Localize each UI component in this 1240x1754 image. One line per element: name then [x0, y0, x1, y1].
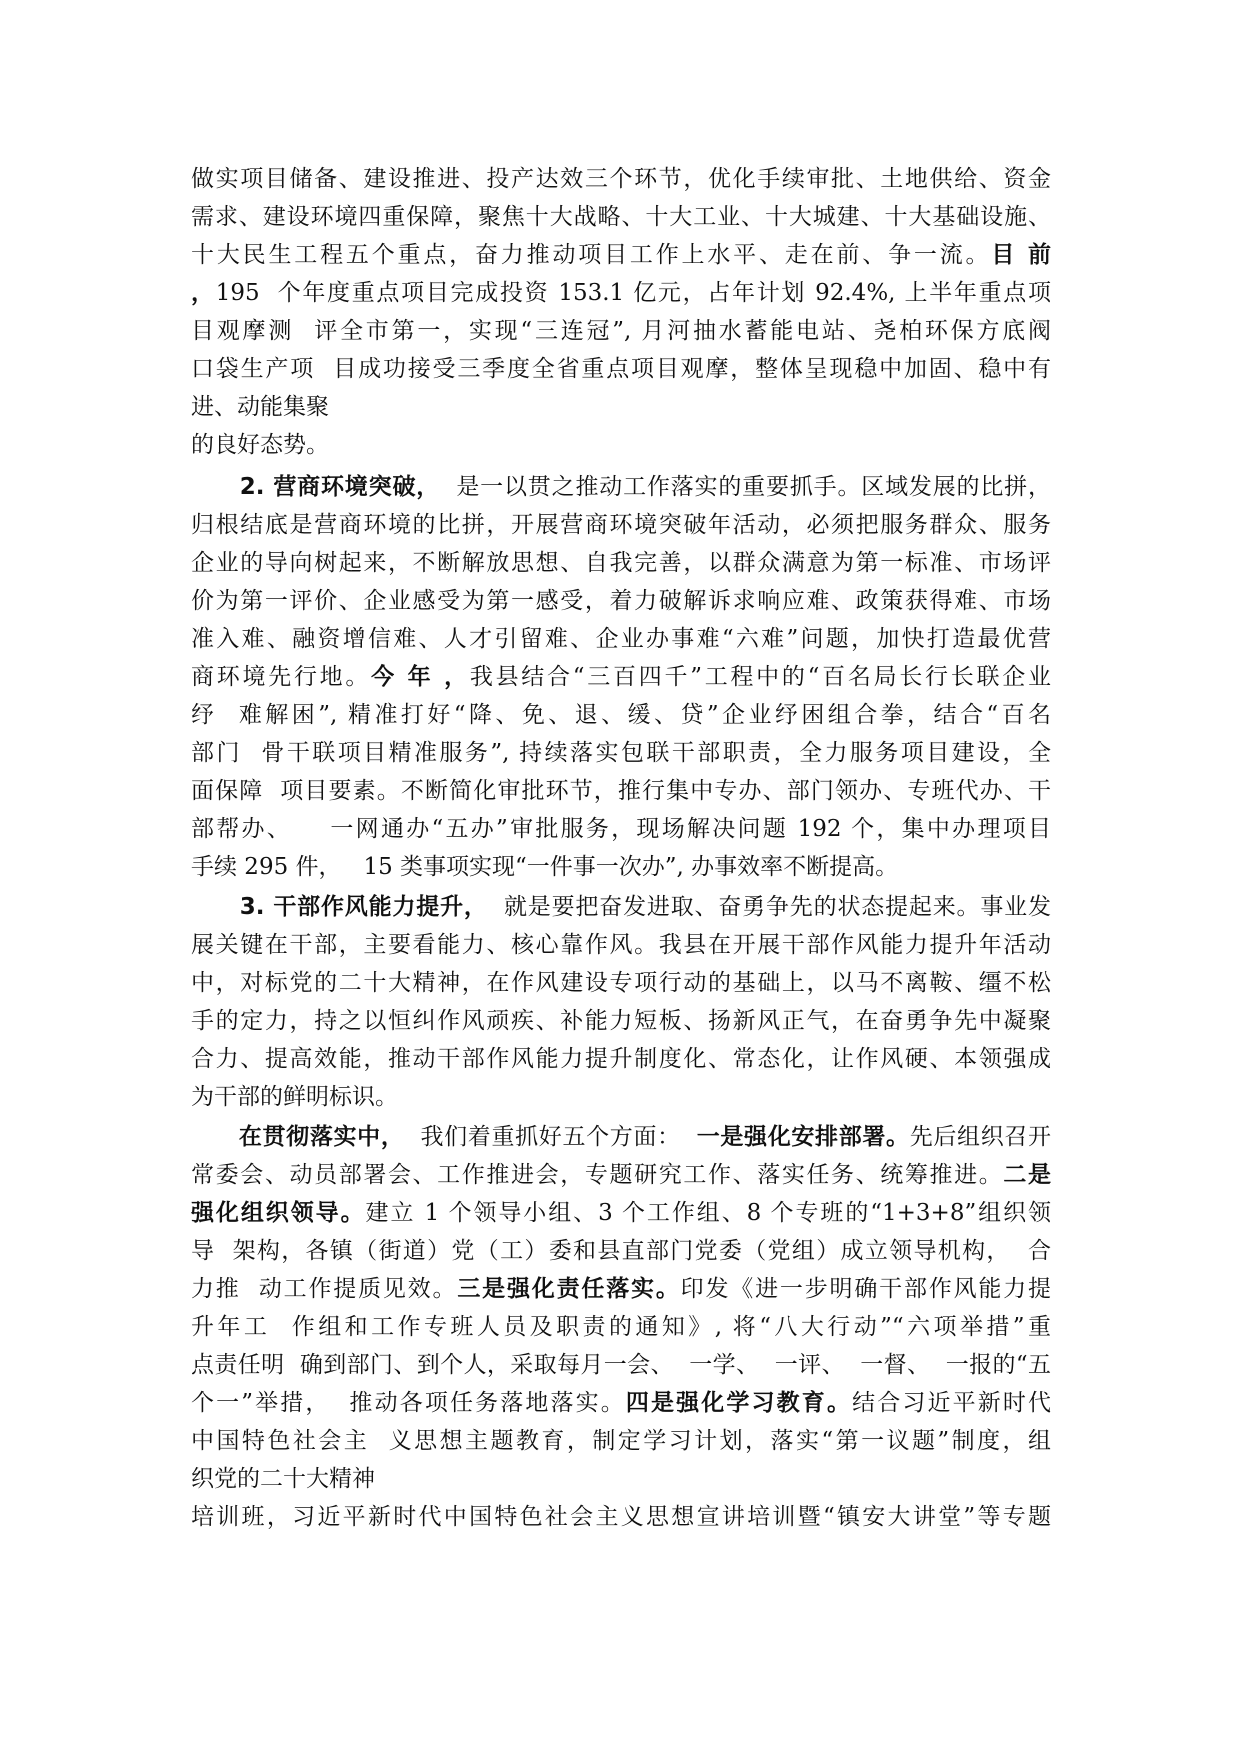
- body-text: 先后组织召开: [909, 1124, 1051, 1150]
- text-line: [191, 350, 1051, 388]
- body-text: 准入难、融资增信难、人才引留难、企业办事难“六难”问题，加快打造最优营: [191, 626, 1051, 652]
- body-text: 展关键在干部，主要看能力、核心靠作风。我县在开展干部作风能力提升年活动: [191, 932, 1051, 958]
- paragraph-1: [191, 160, 1051, 464]
- text-line: [191, 274, 1051, 312]
- body-text: 归根结底是营商环境的比拼，开展营商环境突破年活动，必须把服务群众、服务: [191, 512, 1051, 538]
- body-text: 织党的二十大精神: [191, 1466, 375, 1492]
- body-text: 企业的导向树起来，不断解放思想、自我完善，以群众满意为第一标准、市场评: [191, 550, 1051, 576]
- text-line: [191, 1384, 1051, 1422]
- text-line: [191, 160, 1051, 198]
- text-line: [191, 506, 1051, 544]
- body-text: 我们着重抓好五个方面：: [404, 1124, 697, 1150]
- body-text: 为干部的鲜明标识。: [191, 1084, 398, 1110]
- body-text: 是一以贯之推动工作落实的重要抓手。区域发展的比拼，: [440, 474, 1051, 500]
- body-text: 常委会、动员部署会、工作推进会，专题研究工作、落实任务、统筹推进。: [191, 1162, 1004, 1188]
- bold-text: 强化组织领导。: [191, 1200, 366, 1226]
- bold-text: 二是: [1003, 1162, 1051, 1188]
- bold-text: 一是强化安排部署。: [696, 1124, 910, 1150]
- body-text: 印发《进一步明确干部作风能力提: [680, 1276, 1051, 1302]
- text-line: [191, 1118, 1051, 1156]
- body-text: [191, 474, 240, 500]
- body-text: 部帮办、 一网通办“五办”审批服务，现场解决问题 192 个，集中办理项目: [191, 816, 1051, 842]
- text-line: [191, 312, 1051, 350]
- text-line: [191, 1346, 1051, 1384]
- text-line: [191, 734, 1051, 772]
- body-text: 目观摩测 评全市第一，实现“三连冠”, 月河抽水蓄能电站、尧柏环保方底阀: [191, 318, 1051, 344]
- text-line: [191, 620, 1051, 658]
- body-text: [191, 894, 240, 920]
- bold-text: 2. 营商环境突破，: [239, 474, 441, 500]
- body-text: 十大民生工程五个重点，奋力推动项目工作上水平、走在前、争一流。: [191, 242, 992, 268]
- body-text: 我县结合“三百四千”工程中的“百名局长行长联企业: [469, 664, 1051, 690]
- text-line: [191, 1232, 1051, 1270]
- body-text: 合力、提高效能，推动干部作风能力提升制度化、常态化，让作风硬、本领强成: [191, 1046, 1051, 1072]
- text-line: [191, 1460, 1051, 1498]
- bold-text: 今 年 ，: [371, 664, 470, 690]
- text-line: [191, 696, 1051, 734]
- text-line: [191, 198, 1051, 236]
- bold-text: 四是强化学习教育。: [625, 1390, 853, 1416]
- body-text: 纾 难解困”, 精准打好“降、免、退、缓、贷”企业纾困组合拳，结合“百名: [191, 702, 1051, 728]
- text-line: [191, 772, 1051, 810]
- body-text: 195 个年度重点项目完成投资 153.1 亿元，占年计划 92.4%, 上半年重点项: [215, 280, 1051, 306]
- body-text: 价为第一评价、企业感受为第一感受，着力破解诉求响应难、政策获得难、市场: [191, 588, 1051, 614]
- body-text: 培训班，习近平新时代中国特色社会主义思想宣讲培训暨“镇安大讲堂”等专题: [191, 1504, 1051, 1530]
- text-line: [191, 1270, 1051, 1308]
- body-text: 手续 295 件， 15 类事项实现“一件事一次办”, 办事效率不断提高。: [191, 854, 899, 880]
- text-line: [191, 468, 1051, 506]
- paragraph-4: [191, 1118, 1051, 1536]
- text-line: [191, 1078, 1051, 1116]
- body-text: [191, 1124, 239, 1150]
- text-line: [191, 1194, 1051, 1232]
- text-line: [191, 888, 1051, 926]
- text-line: [191, 388, 1051, 426]
- text-line: [191, 926, 1051, 964]
- text-line: [191, 426, 1051, 464]
- body-text: 进、动能集聚: [191, 394, 329, 420]
- bold-text: 在贯彻落实中，: [238, 1124, 405, 1150]
- body-text: 建立 1 个领导小组、3 个工作组、8 个专班的“1+3+8”组织领: [365, 1200, 1051, 1226]
- bold-text: ，: [191, 280, 216, 306]
- body-text: 个一”举措， 推动各项任务落地落实。: [191, 1390, 626, 1416]
- body-text: 商环境先行地。: [191, 664, 372, 690]
- paragraph-3: [191, 888, 1051, 1116]
- text-line: [191, 236, 1051, 274]
- body-text: 做实项目储备、建设推进、投产达效三个环节，优化手续审批、土地供给、资金: [191, 166, 1051, 192]
- text-line: [191, 1156, 1051, 1194]
- body-text: 力推 动工作提质见效。: [191, 1276, 458, 1302]
- paragraph-2: [191, 468, 1051, 886]
- body-text: 结合习近平新时代: [852, 1390, 1051, 1416]
- body-text: 需求、建设环境四重保障，聚焦十大战略、十大工业、十大城建、十大基础设施、: [191, 204, 1051, 230]
- text-line: [191, 964, 1051, 1002]
- text-line: [191, 1040, 1051, 1078]
- body-text: 升年工 作组和工作专班人员及职责的通知》, 将“八大行动”“六项举措”重: [191, 1314, 1051, 1340]
- bold-text: 目 前: [991, 242, 1051, 268]
- body-text: 口袋生产项 目成功接受三季度全省重点项目观摩，整体呈现稳中加固、稳中有: [191, 356, 1051, 382]
- bold-text: 三是强化责任落实。: [457, 1276, 681, 1302]
- body-text: 就是要把奋发进取、奋勇争先的状态提起来。事业发: [487, 894, 1051, 920]
- text-line: [191, 848, 1051, 886]
- text-line: [191, 544, 1051, 582]
- text-line: [191, 1308, 1051, 1346]
- body-text: 的良好态势。: [191, 432, 329, 458]
- text-line: [191, 1002, 1051, 1040]
- text-line: [191, 582, 1051, 620]
- body-text: 手的定力，持之以恒纠作风顽疾、补能力短板、扬新风正气，在奋勇争先中凝聚: [191, 1008, 1051, 1034]
- text-line: [191, 810, 1051, 848]
- bold-text: 3. 干部作风能力提升，: [239, 894, 488, 920]
- body-text: 中国特色社会主 义思想主题教育，制定学习计划，落实“第一议题”制度，组: [191, 1428, 1051, 1454]
- text-line: [191, 658, 1051, 696]
- text-line: [191, 1422, 1051, 1460]
- body-text: 点责任明 确到部门、到个人，采取每月一会、 一学、 一评、 一督、 一报的“五: [191, 1352, 1051, 1378]
- body-text: 面保障 项目要素。不断简化审批环节，推行集中专办、部门领办、专班代办、干: [191, 778, 1051, 804]
- body-text: 部门 骨干联项目精准服务”, 持续落实包联干部职责，全力服务项目建设，全: [191, 740, 1051, 766]
- text-line: [191, 1498, 1051, 1536]
- body-text: 导 架构，各镇（街道）党（工）委和县直部门党委（党组）成立领导机构， 合: [191, 1238, 1051, 1264]
- body-text: 中，对标党的二十大精神，在作风建设专项行动的基础上，以马不离鞍、缰不松: [191, 970, 1051, 996]
